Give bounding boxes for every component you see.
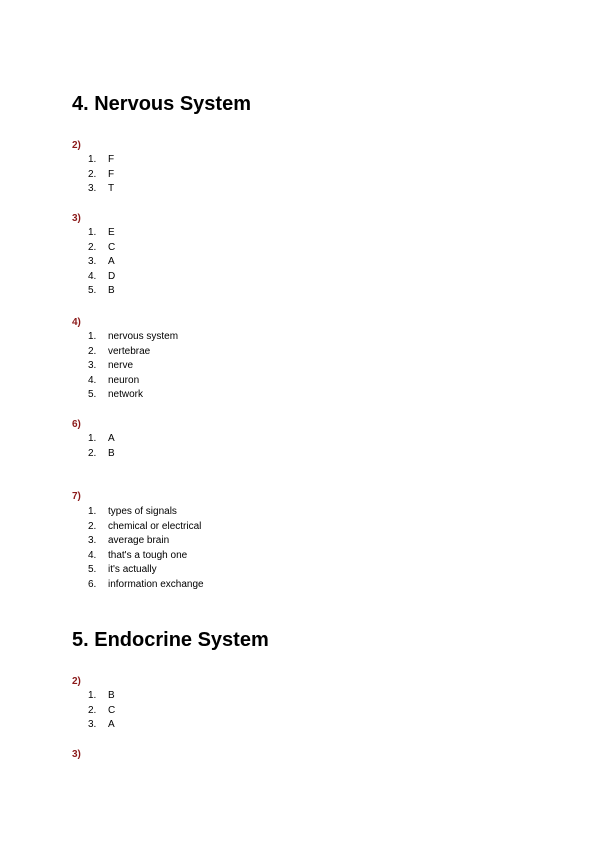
list-item: 5. network (88, 389, 144, 401)
list-item: 1. types of signals (88, 506, 177, 517)
question-label: 3) (72, 213, 81, 224)
list-item: 3. A (88, 256, 115, 268)
list-item: 3. average brain (88, 535, 170, 547)
question-label: 6) (72, 419, 81, 430)
list-item: 1. E (88, 227, 115, 238)
list-item: 2. C (88, 241, 116, 253)
list-item: 4. neuron (88, 374, 140, 386)
list-item: 2. vertebrae (88, 345, 151, 357)
answer-list (84, 505, 204, 593)
section-title-endocrine-system: 5. Endocrine System (72, 629, 269, 651)
list-item: 3. A (88, 719, 115, 731)
list-item: 2. C (88, 704, 116, 716)
list-item: 2. B (88, 447, 115, 459)
list-item: 3. nerve (88, 360, 134, 372)
list-item: 5. B (88, 285, 115, 297)
answer-list (84, 330, 178, 403)
answer-list (84, 432, 115, 461)
question-label: 4) (72, 317, 81, 328)
answer-list (84, 153, 114, 197)
list-item: 2. F (88, 168, 115, 180)
answer-list (84, 689, 115, 733)
list-item: 2. chemical or electrical (88, 520, 202, 532)
list-item: 1. B (88, 690, 115, 701)
list-item: 6. information exchange (88, 578, 204, 590)
list-item: 4. D (88, 270, 116, 282)
list-item: 1. nervous system (88, 331, 179, 342)
list-item: 5. it's actually (88, 564, 157, 576)
question-label: 2) (72, 676, 81, 687)
question-label: 2) (72, 140, 81, 151)
list-item: 4. that's a tough one (88, 549, 188, 561)
list-item: 1. F (88, 154, 115, 165)
list-item: 3. T (88, 183, 115, 195)
section-title-nervous-system: 4. Nervous System (72, 93, 251, 115)
answer-list (84, 226, 115, 299)
question-label: 3) (72, 749, 81, 760)
list-item: 1. A (88, 433, 115, 444)
question-label: 7) (72, 491, 81, 502)
